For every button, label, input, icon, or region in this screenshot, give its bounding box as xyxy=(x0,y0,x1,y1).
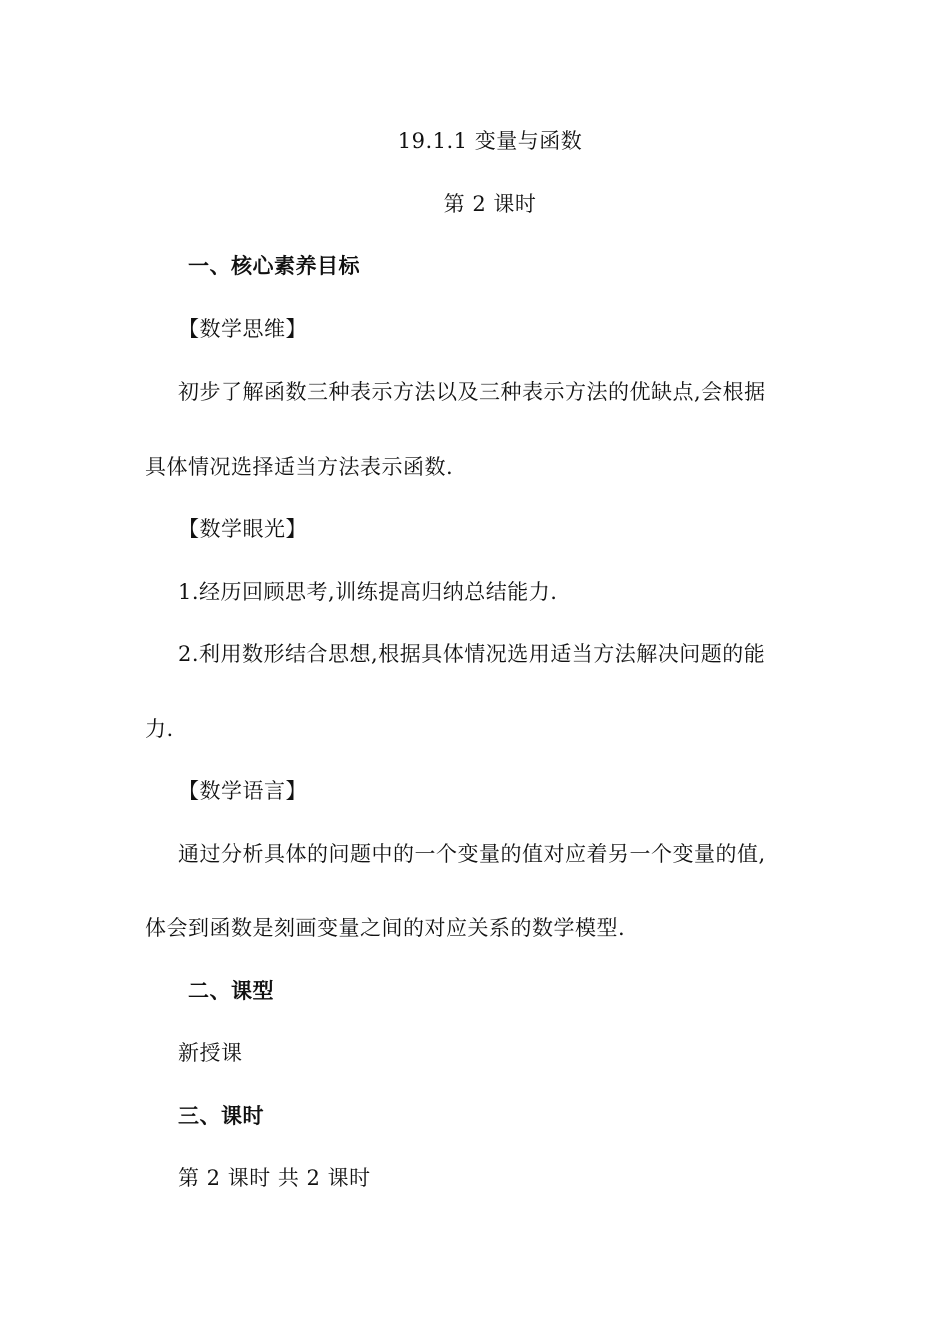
paragraph-math-thinking-line2: 具体情况选择适当方法表示函数. xyxy=(145,455,454,479)
section-heading-core-goals: 一、核心素养目标 xyxy=(188,254,360,278)
label-math-thinking: 【数学思维】 xyxy=(178,317,307,341)
lesson-number: 第 2 课时 xyxy=(443,192,537,216)
section-heading-class-hours: 三、课时 xyxy=(178,1104,264,1128)
document-title: 19.1.1 变量与函数 xyxy=(397,129,583,153)
list-item-math-vision-2-line2: 力. xyxy=(145,717,174,741)
paragraph-math-language-line2: 体会到函数是刻画变量之间的对应关系的数学模型. xyxy=(145,916,626,940)
label-math-vision: 【数学眼光】 xyxy=(178,517,307,541)
list-item-math-vision-1: 1.经历回顾思考,训练提高归纳总结能力. xyxy=(178,580,558,604)
list-item-math-vision-2-line1: 2.利用数形结合思想,根据具体情况选用适当方法解决问题的能 xyxy=(178,642,766,666)
lesson-type-value: 新授课 xyxy=(178,1041,243,1065)
paragraph-math-thinking-line1: 初步了解函数三种表示方法以及三种表示方法的优缺点,会根据 xyxy=(178,380,766,404)
label-math-language: 【数学语言】 xyxy=(178,779,307,803)
section-heading-lesson-type: 二、课型 xyxy=(188,979,274,1003)
paragraph-math-language-line1: 通过分析具体的问题中的一个变量的值对应着另一个变量的值, xyxy=(178,842,766,866)
class-hours-value: 第 2 课时 共 2 课时 xyxy=(178,1166,371,1190)
